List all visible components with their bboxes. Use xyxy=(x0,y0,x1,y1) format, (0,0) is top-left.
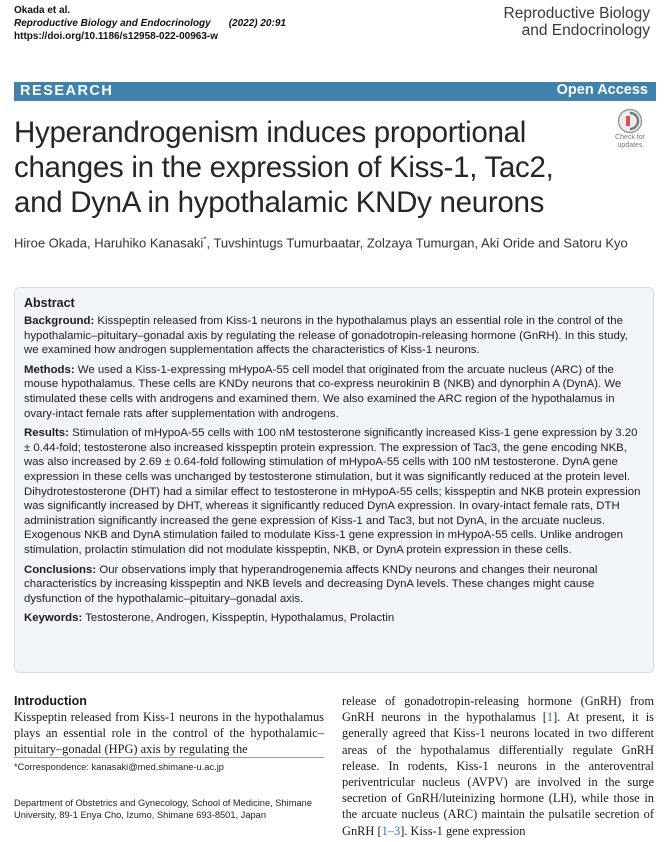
background-label: Background: xyxy=(24,315,95,327)
abstract-keywords xyxy=(24,611,645,626)
journal-logo xyxy=(504,5,650,39)
intro-heading: Introduction xyxy=(14,694,87,708)
badge-line1: Check for xyxy=(615,134,645,141)
author-list xyxy=(14,232,654,251)
authors-part2: , Tuvshintugs Tumurbaatar, Zolzaya Tumurgan, Aki Oride and Satoru Kyo xyxy=(206,235,628,251)
intro-right-text-c: ]. Kiss-1 gene expression xyxy=(400,823,526,838)
abstract-conclusions xyxy=(24,563,645,607)
correspondence-footnote: *Correspondence: kanasaki@med.shimane-u.ac.jp xyxy=(14,762,224,772)
article-type-label: RESEARCH xyxy=(20,83,114,99)
keywords-label: Keywords: xyxy=(24,612,83,625)
results-text: Stimulation of mHypoA-55 cells with 100 nM testosterone significantly increased Kiss-1 gene expression by 3.20 ± 0.44-fold; testosterone also increased kisspeptin protein expression. The expression of Tac3, the gene encoding NKB, was also increased by 2.69 ± 0.64-fold following stimulation of mHypoA-55 cells with 100 nM testosterone. DynA gene expression in these cells was unchanged by testosterone stimulation, but it was significantly reduced at the protein level. Dihydrotestosterone (DHT) had a similar effect to testosterone in mHypoA-55 cells; kisspeptin and NKB protein expression was significantly increased by DHT, whereas it significantly reduced DynA expression. In ovary-intact female rats, DTH administration significantly increased the gene expression of Kiss-1 and Tac3, but not DynA, in the arcuate nucleus. Exogenous NKB and DynA stimulation failed to modulate Kiss-1 gene expression in mHypoA-55 cells. Unlike androgen stimulation, prolactin stimulation did not modulate kisspeptin, NKB, or DynA protein expression in these cells. xyxy=(24,427,641,556)
check-for-updates-icon xyxy=(617,108,643,134)
citation-link-1-3[interactable]: 1–3 xyxy=(381,823,401,838)
intro-right-text-b: ]. At present, it is generally agreed that Kiss-1 neurons located in two different areas of the hypothalamus differentially regulate GnRH release. In rodents, Kiss-1 neurons in the anteroventral periventricular nucleus (AVPV) are involved in the surge secretion of GnRH/luteinizing hormone (LH), while those in the arcuate nucleus (ARC) maintain the pulsatile secretion of GnRH [ xyxy=(342,710,654,838)
conclusions-label: Conclusions: xyxy=(24,563,97,576)
background-text: Kisspeptin released from Kiss-1 neurons in the hypothalamus plays an essential role in the control of the hypothalamic–pituitary–gonadal axis by regulating the release of gonadotropin-releasing hormone (GnRH). In this study, we examined how androgen supplementation affects the characteristics of Kiss-1 neurons. xyxy=(24,315,628,357)
abstract-results xyxy=(24,426,645,557)
open-access-label: Open Access xyxy=(556,82,648,98)
abstract-heading: Abstract xyxy=(24,296,75,310)
citation-link-1[interactable]: 1 xyxy=(546,710,554,725)
authors-part1: Hiroe Okada, Haruhiko Kanasaki xyxy=(14,235,204,251)
affiliation-footnote: Department of Obstetrics and Gynecology, School of Medicine, Shimane University, 89-1 Enya Cho, Izumo, Shimane 693-8501, Japan xyxy=(14,798,312,820)
journal-logo-line1: Reproductive Biology xyxy=(503,5,650,22)
header-journal: Reproductive Biology and Endocrinology xyxy=(14,18,211,29)
header-author: Okada et al. xyxy=(14,5,71,16)
corresponding-mark[interactable]: * xyxy=(203,235,207,244)
journal-logo-line2: and Endocrinology xyxy=(521,22,650,39)
article-type-banner xyxy=(14,82,656,101)
abstract-box xyxy=(14,287,654,673)
header-citation: (2022) 20:91 xyxy=(228,18,286,29)
abstract-background xyxy=(24,314,645,358)
footnote-divider xyxy=(14,757,324,758)
running-header xyxy=(14,4,286,43)
doi-link[interactable]: https://doi.org/10.1186/s12958-022-00963-w xyxy=(14,31,218,42)
intro-right-text-a: release of gonadotropin-releasing hormone (GnRH) from GnRH neurons in the hypothalamus [ xyxy=(342,694,654,725)
check-for-updates-badge[interactable] xyxy=(608,108,652,154)
keywords-text: Testosterone, Androgen, Kisspeptin, Hypothalamus, Prolactin xyxy=(85,612,395,625)
intro-left-column xyxy=(14,693,324,757)
results-label: Results: xyxy=(24,427,69,440)
methods-label: Methods: xyxy=(24,363,75,376)
abstract-methods xyxy=(24,363,645,421)
intro-left-text: Kisspeptin released from Kiss-1 neurons in the hypothalamus plays an essential role in the control of the hypothalamic–pituitary–gonadal (HPG) axis by regulating the xyxy=(14,710,324,756)
article-title: Hyperandrogenism induces proportional changes in the expression of Kiss-1, Tac2, and DynA in hypothalamic KNDy neurons xyxy=(14,116,554,219)
intro-right-column xyxy=(342,693,654,839)
methods-text: We used a Kiss-1-expressing mHypoA-55 cell model that originated from the arcuate nucleus (ARC) of the mouse hypothalamus. These cells are KNDy neurons that co-express neurokinin B (NKB) and dynorphin A (DynA). We stimulated these cells with androgens and examined them. We also examined the ARC region of the hypothalamus in ovary-intact female rats after supplementation with androgens. xyxy=(24,363,622,420)
badge-line2: updates xyxy=(617,142,643,149)
conclusions-text: Our observations imply that hyperandrogenemia affects KNDy neurons and changes their neuronal characteristics by increasing kisspeptin and NKB levels and decreasing DynA levels. These changes might cause dysfunction of the hypothalamic–pituitary–gonadal axis. xyxy=(24,563,598,605)
